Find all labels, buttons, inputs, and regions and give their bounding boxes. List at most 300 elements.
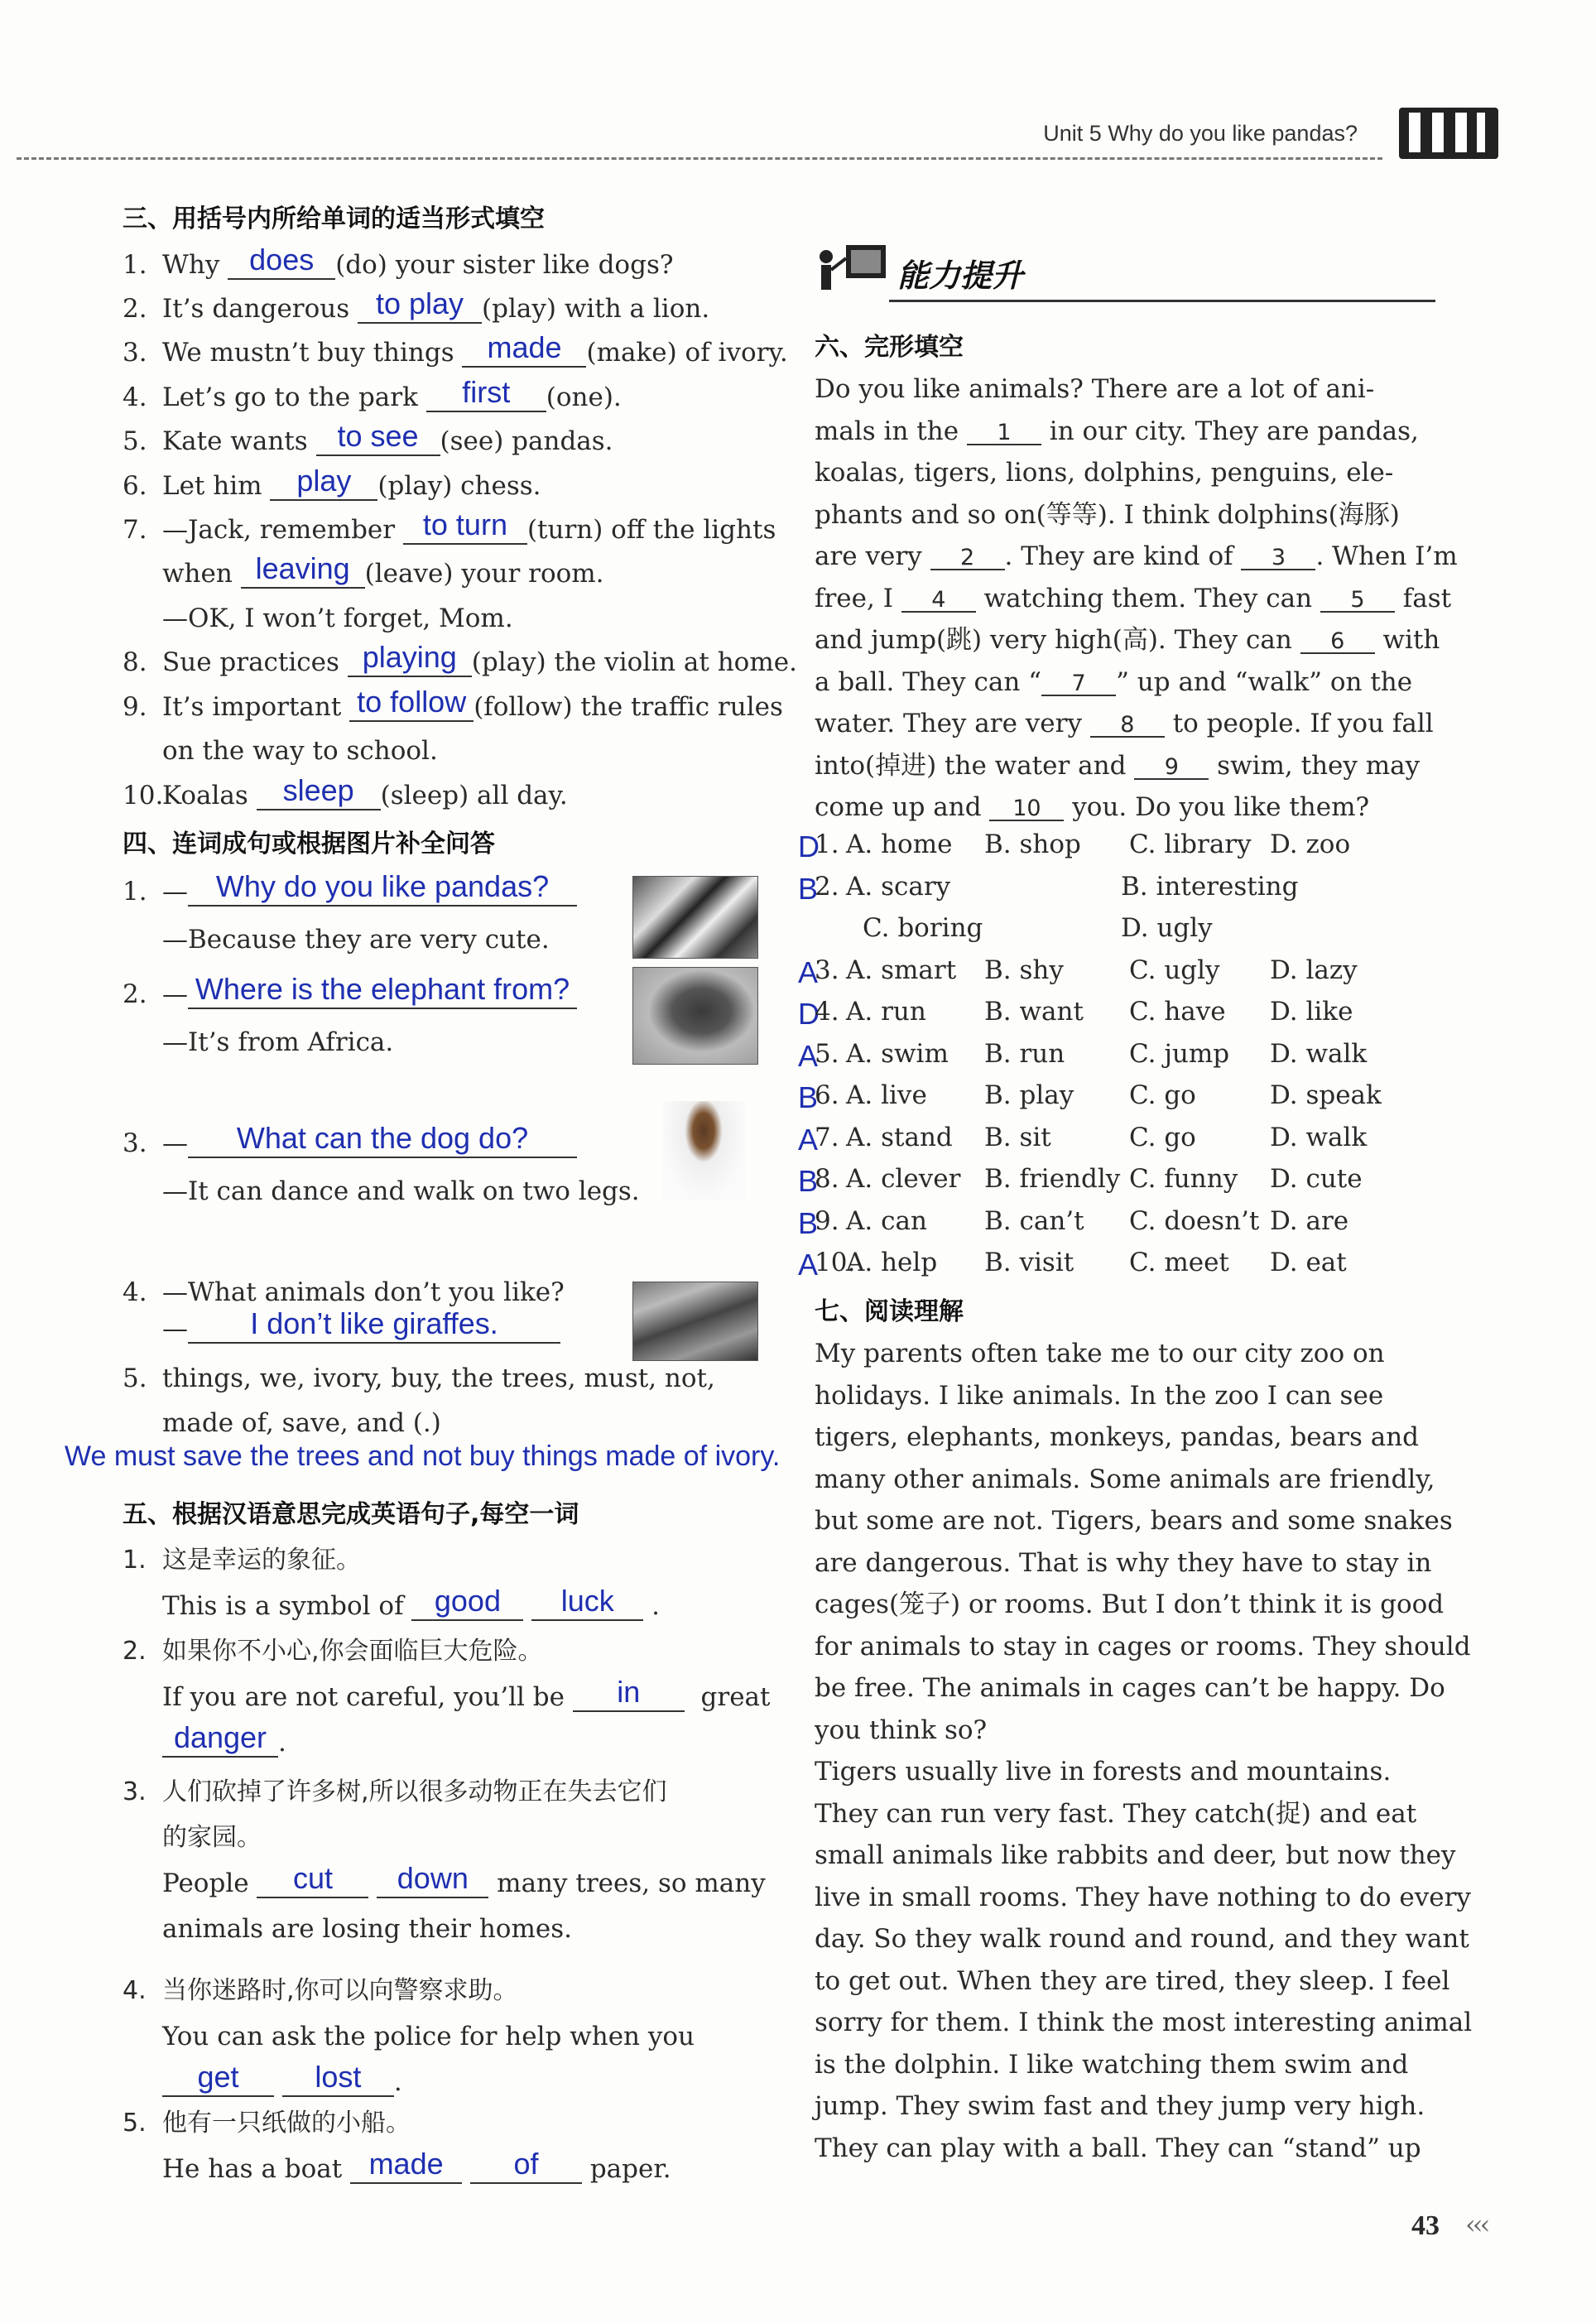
handwritten-answer: to follow — [357, 685, 467, 719]
choice-row — [798, 1205, 1452, 1242]
passage-line: jump. They swim fast and they jump very high. — [815, 2091, 1425, 2121]
page-number: 43 — [1411, 2210, 1440, 2241]
ability-banner — [815, 240, 1452, 306]
handwritten-answer: to see — [337, 419, 419, 453]
answer-key: B — [798, 871, 819, 906]
hint-text: (make) of ivory. — [586, 338, 788, 368]
answer-blank[interactable] — [257, 773, 381, 810]
item-number: 8. — [815, 1164, 839, 1194]
exercise-line — [123, 243, 674, 280]
item-number: 1. — [123, 250, 147, 280]
passage-line — [815, 792, 1370, 822]
hint-text: (play) with a lion. — [482, 294, 710, 324]
passage-text: fast — [1394, 583, 1452, 613]
prompt-text: —Jack, remember — [162, 515, 396, 545]
chinese-text: 他有一只纸做的小船。 — [162, 2109, 411, 2138]
passage-text: phants and so on(等等). I think dolphins(海豚) — [815, 499, 1400, 530]
passage-text: with — [1374, 625, 1440, 655]
passage-line: small animals like rabbits and deer, but now they — [815, 1840, 1456, 1870]
exercise-line — [162, 606, 513, 632]
choice-option[interactable]: C. boring — [863, 913, 983, 943]
passage-line — [815, 583, 1452, 613]
handwritten-answer: first — [462, 375, 511, 409]
reply-text: —It’s from Africa. — [162, 1027, 394, 1057]
exercise-line — [162, 551, 604, 589]
item-number: 3. — [123, 1128, 147, 1158]
passage-text: come up and — [815, 792, 990, 822]
item-number: 7. — [123, 515, 147, 545]
item-number: 10. — [815, 1248, 856, 1277]
hint-text: (turn) off the lights — [526, 515, 776, 545]
cloze-blank[interactable]: 4 — [901, 589, 976, 613]
answer-line — [162, 1306, 560, 1344]
exercise-line — [123, 375, 622, 412]
passage-line: be free. The animals in cages can’t be happy. Do — [815, 1673, 1445, 1703]
choice-option[interactable]: D. walk — [1270, 1122, 1368, 1152]
english-line — [162, 2147, 671, 2184]
handwritten-answer: to turn — [422, 507, 507, 541]
question-line — [123, 1277, 565, 1307]
handwritten-answer: does — [249, 243, 315, 277]
choice-option[interactable]: C. ugly — [1129, 955, 1220, 985]
question-line — [123, 1366, 715, 1392]
passage-line: day. So they walk round and round, and they want — [815, 1924, 1469, 1954]
answer-blank[interactable] — [316, 419, 440, 456]
passage-text: free, I — [815, 583, 901, 613]
passage-line — [815, 625, 1440, 655]
prompt-text: Koalas — [162, 781, 248, 810]
passage-line — [815, 416, 1419, 446]
item-number: 8. — [123, 647, 147, 677]
prompt-text: Why — [162, 250, 220, 280]
answer-blank[interactable] — [162, 1720, 278, 1758]
choice-option[interactable]: D. lazy — [1270, 955, 1358, 985]
reply-text: —It can dance and walk on two legs. — [162, 1176, 640, 1206]
passage-line: to get out. When they are tired, they sleep. I feel — [815, 1965, 1450, 1996]
answer-blank[interactable] — [426, 375, 546, 412]
dash: — — [162, 979, 188, 1009]
answer-blank[interactable] — [531, 1584, 643, 1621]
english-text: many trees, so many — [497, 1868, 766, 1898]
item-number: 1. — [123, 1546, 147, 1575]
answer-blank[interactable] — [377, 1861, 488, 1898]
handwritten-answer: good — [434, 1584, 501, 1618]
scrambled-words: made of, save, and (.) — [162, 1408, 441, 1438]
item-number: 2. — [123, 1637, 147, 1666]
passage-line: but some are not. Tigers, bears and some snakes — [815, 1506, 1453, 1536]
answer-key: A — [798, 1122, 819, 1157]
choice-row — [798, 1080, 1452, 1116]
reply-line — [162, 1027, 394, 1057]
answer-blank[interactable] — [282, 2060, 394, 2097]
passage-text: Do you like animals? There are a lot of ani- — [815, 374, 1375, 404]
hint-text: (play) the violin at home. — [471, 647, 797, 677]
question-line — [162, 1408, 441, 1438]
english-text: . — [278, 1728, 286, 1758]
choice-option[interactable]: A. live — [846, 1080, 927, 1110]
elephant-photo — [632, 967, 758, 1065]
english-text: paper. — [589, 2154, 671, 2184]
answer-blank[interactable] — [411, 1584, 523, 1621]
dog-photo — [662, 1101, 745, 1200]
question-text: —What animals don’t you like? — [162, 1277, 565, 1307]
prompt-text: Sue practices — [162, 647, 339, 677]
choice-option[interactable]: A. home — [846, 830, 953, 859]
chinese-prompt — [123, 1777, 667, 1806]
passage-line: They can play with a ball. They can “stand” up — [815, 2133, 1421, 2163]
choice-option[interactable]: A. clever — [846, 1164, 961, 1194]
chinese-prompt — [123, 1976, 518, 2005]
answer-blank[interactable] — [162, 2060, 274, 2097]
chinese-prompt — [123, 2111, 411, 2136]
prompt-text: Kate wants — [162, 426, 308, 456]
cloze-blank[interactable]: 8 — [1090, 714, 1165, 738]
reply-line — [162, 1176, 640, 1206]
hint-text: (follow) the traffic rules — [474, 692, 783, 722]
prompt-text: Let him — [162, 471, 262, 501]
item-number: 9. — [123, 692, 147, 722]
choice-option[interactable]: D. like — [1270, 997, 1353, 1027]
answer-blank[interactable] — [573, 1675, 685, 1712]
exercise-line — [123, 640, 797, 677]
choice-row — [798, 1122, 1452, 1158]
chinese-text: 的家园。 — [162, 1823, 262, 1852]
answer-key: D — [798, 997, 820, 1031]
passage-line: for animals to stay in cages or rooms. They should — [815, 1631, 1471, 1662]
exercise-line — [123, 464, 541, 501]
answer-key: A — [798, 1038, 819, 1073]
choice-row — [798, 832, 1452, 865]
exercise-line — [162, 738, 438, 764]
exercise-line — [123, 419, 613, 456]
passage-line — [815, 750, 1421, 781]
passage-line: Tigers usually live in forests and mountains. — [815, 1757, 1392, 1787]
handwritten-answer: playing — [362, 640, 457, 674]
english-text: great — [700, 1682, 771, 1712]
cloze-blank[interactable]: 10 — [989, 797, 1064, 821]
chinese-prompt — [162, 1825, 262, 1850]
item-number: 4. — [815, 997, 839, 1027]
choice-option[interactable]: C. go — [1129, 1122, 1196, 1152]
handwritten-answer: lost — [315, 2060, 362, 2094]
choice-option[interactable]: D. speak — [1270, 1080, 1382, 1110]
english-text: People — [162, 1868, 249, 1898]
question-line — [123, 869, 577, 907]
handwritten-answer: I don’t like giraffes. — [250, 1306, 498, 1340]
answer-blank[interactable] — [188, 1121, 577, 1158]
english-line — [162, 1675, 771, 1712]
reply-text: —Because they are very cute. — [162, 925, 550, 955]
passage-line: tigers, elephants, monkeys, pandas, bears and — [815, 1422, 1419, 1452]
hint-text: (see) pandas. — [440, 426, 613, 456]
chinese-prompt — [123, 1548, 361, 1573]
choice-row — [798, 999, 1452, 1032]
answer-blank[interactable] — [188, 1306, 560, 1344]
choice-option[interactable]: A. run — [846, 997, 926, 1027]
passage-line: is the dolphin. I like watching them swim and — [815, 2049, 1409, 2080]
chinese-text: 当你迷路时,你可以向警察求助。 — [162, 1976, 518, 2005]
passage-line: many other animals. Some animals are friendly, — [815, 1464, 1435, 1494]
choice-option[interactable]: D. zoo — [1270, 830, 1351, 859]
page-header — [0, 108, 1498, 166]
item-number: 1. — [123, 877, 147, 907]
item-number: 6. — [815, 1080, 839, 1110]
english-text: . — [651, 1591, 661, 1621]
choice-option[interactable]: C. library — [1129, 830, 1252, 859]
passage-line — [815, 711, 1434, 738]
answer-blank[interactable] — [228, 243, 335, 280]
prompt-text: We mustn’t buy things — [162, 338, 454, 368]
cloze-blank[interactable]: 3 — [1241, 546, 1315, 570]
answer-blank[interactable] — [270, 464, 377, 501]
handwritten-answer: Where is the elephant from? — [195, 972, 570, 1006]
english-text: He has a boat — [162, 2154, 343, 2184]
choice-row — [798, 1038, 1452, 1075]
answer-key: B — [798, 1205, 819, 1240]
section7-title: 七、阅读理解 — [815, 1297, 964, 1326]
section4-title: 四、连词成句或根据图片补全问答 — [123, 830, 495, 858]
english-text: . — [393, 2067, 402, 2097]
answer-blank[interactable] — [350, 2147, 462, 2184]
choice-option[interactable]: A. smart — [846, 955, 957, 985]
handwritten-answer: of — [513, 2147, 539, 2181]
handwritten-answer: play — [296, 464, 352, 498]
choice-option[interactable]: B. friendly — [984, 1164, 1121, 1194]
item-number: 4. — [123, 1976, 147, 2005]
english-text: This is a symbol of — [162, 1591, 404, 1621]
item-number: 2. — [815, 871, 839, 902]
answer-blank[interactable] — [470, 2147, 582, 2184]
answer-blank[interactable] — [349, 685, 474, 722]
choice-option[interactable]: D. are — [1270, 1205, 1349, 1236]
header-divider — [17, 157, 1382, 160]
dash: — — [162, 1314, 188, 1344]
passage-line: cages(笼子) or rooms. But I don’t think it is good — [815, 1590, 1445, 1619]
passage-line — [815, 541, 1458, 571]
choice-option[interactable]: C. meet — [1129, 1248, 1229, 1277]
english-line — [162, 2060, 402, 2097]
item-number: 3. — [815, 955, 839, 985]
handwritten-answer: made — [487, 330, 562, 364]
exercise-line — [123, 286, 710, 324]
exercise-line — [123, 330, 788, 368]
answer-blank[interactable] — [188, 869, 577, 907]
passage-text: to people. If you fall — [1164, 709, 1434, 738]
question-line — [123, 972, 577, 1009]
passage-line — [815, 499, 1400, 530]
passage-line — [815, 374, 1375, 404]
passage-line: are dangerous. That is why they have to stay in — [815, 1547, 1432, 1578]
handwritten-answer: leaving — [255, 551, 350, 585]
prompt-text: Let’s go to the park — [162, 382, 418, 412]
page-arrows-icon: ‹‹‹ — [1465, 2209, 1488, 2240]
choice-option[interactable]: A. scary — [846, 871, 951, 902]
item-number: 3. — [123, 338, 147, 368]
item-number: 6. — [123, 471, 147, 501]
choice-option[interactable]: B. shy — [984, 955, 1064, 985]
chinese-text: 如果你不小心,你会面临巨大危险。 — [162, 1637, 543, 1666]
passage-text: ” up and “walk” on the — [1116, 666, 1413, 697]
passage-text: koalas, tigers, lions, dolphins, penguins, ele- — [815, 458, 1394, 488]
english-text: animals are losing their homes. — [162, 1914, 572, 1944]
hint-text: (do) your sister like dogs? — [335, 250, 674, 280]
reply-line — [162, 927, 550, 953]
answer-blank[interactable] — [257, 1861, 368, 1898]
answer-blank[interactable] — [348, 640, 472, 677]
answer-key: A — [798, 955, 819, 989]
choice-row — [798, 1166, 1452, 1200]
choice-option[interactable]: D. walk — [1270, 1038, 1368, 1069]
passage-line: sorry for them. I think the most interesting animal — [815, 2008, 1473, 2037]
choice-option[interactable]: B. can’t — [984, 1205, 1084, 1236]
dash: — — [162, 1128, 188, 1158]
ability-banner-title: 能力提升 — [897, 257, 1024, 294]
exercise-line — [123, 685, 783, 722]
passage-text: and jump(跳) very high(高). They can — [815, 625, 1300, 655]
handwritten-answer: cut — [292, 1861, 333, 1895]
chinese-text: 这是幸运的象征。 — [162, 1546, 361, 1575]
hint-text: (leave) your room. — [364, 559, 604, 589]
handwritten-answer: luck — [560, 1584, 614, 1618]
item-number: 5. — [123, 2109, 147, 2138]
hint-text: (sleep) all day. — [380, 781, 568, 810]
passage-text: you. Do you like them? — [1064, 792, 1370, 822]
english-text: You can ask the police for help when you — [162, 2022, 695, 2051]
choice-option[interactable]: A. swim — [846, 1038, 949, 1069]
answer-key: B — [798, 1080, 819, 1114]
prompt-text: —OK, I won’t forget, Mom. — [162, 604, 513, 633]
answer-key: A — [798, 1248, 819, 1282]
choice-option[interactable]: D. eat — [1270, 1248, 1347, 1277]
passage-line: live in small rooms. They have nothing to do every — [815, 1882, 1471, 1912]
answer-key: B — [798, 1164, 819, 1198]
handwritten-answer: danger — [173, 1720, 267, 1754]
prompt-text: It’s important — [162, 692, 342, 722]
handwritten-answer: We must save the trees and not buy things made of ivory. — [65, 1440, 781, 1472]
giraffes-photo — [632, 1282, 758, 1361]
english-line — [162, 2024, 703, 2050]
choice-option[interactable]: C. jump — [1129, 1038, 1230, 1069]
answer-blank[interactable] — [241, 551, 365, 589]
answer-blank[interactable] — [188, 972, 577, 1009]
choice-option[interactable]: B. want — [984, 997, 1084, 1027]
scrambled-words: things, we, ivory, buy, the trees, must, not, — [162, 1364, 715, 1393]
choice-option[interactable]: C. doesn’t — [1129, 1205, 1260, 1236]
passage-line: you think so? — [815, 1715, 988, 1745]
prompt-text: when — [162, 559, 233, 589]
cloze-blank[interactable]: 9 — [1134, 756, 1209, 780]
choice-option[interactable]: A. stand — [846, 1122, 953, 1152]
passage-text: mals in the — [815, 416, 967, 446]
cloze-blank[interactable]: 6 — [1300, 630, 1375, 654]
choice-option[interactable]: B. interesting — [1121, 871, 1299, 902]
hint-text: (play) chess. — [377, 471, 541, 501]
unit-title: Unit 5 Why do you like pandas? — [1043, 121, 1358, 146]
choice-option[interactable]: B. shop — [984, 830, 1081, 859]
chinese-prompt — [123, 1639, 543, 1664]
item-number: 5. — [815, 1038, 839, 1069]
cloze-blank[interactable]: 2 — [930, 546, 1005, 570]
cloze-blank[interactable]: 1 — [967, 421, 1041, 445]
passage-line — [815, 666, 1413, 697]
choice-option[interactable]: A. can — [846, 1205, 927, 1236]
dash: — — [162, 877, 188, 907]
chinese-text: 人们砍掉了许多树,所以很多动物正在失去它们 — [162, 1777, 667, 1806]
handwritten-answer: made — [368, 2147, 444, 2181]
cloze-blank[interactable]: 5 — [1320, 589, 1395, 613]
passage-text: . When I’m — [1315, 541, 1458, 571]
choice-option[interactable]: B. visit — [984, 1248, 1074, 1277]
passage-line: holidays. I like animals. In the zoo I can see — [815, 1380, 1384, 1411]
choice-option[interactable]: C. go — [1129, 1080, 1196, 1110]
answer-blank[interactable] — [462, 330, 586, 368]
handwritten-answer: get — [197, 2060, 239, 2094]
passage-text: water. They are very — [815, 709, 1090, 738]
choice-option[interactable]: C. have — [1129, 997, 1226, 1027]
choice-option[interactable]: B. run — [984, 1038, 1065, 1069]
choice-option[interactable]: A. help — [846, 1248, 938, 1277]
answer-blank[interactable] — [358, 286, 482, 324]
choice-row — [798, 955, 1452, 991]
question-line — [123, 1121, 577, 1158]
choice-option[interactable]: B. sit — [984, 1122, 1051, 1152]
english-text: If you are not careful, you’ll be — [162, 1682, 565, 1712]
choice-row — [798, 913, 1452, 949]
cloze-blank[interactable]: 7 — [1041, 672, 1116, 696]
passage-text: watching them. They can — [975, 583, 1320, 613]
choice-option[interactable]: D. cute — [1270, 1164, 1363, 1194]
banner-divider — [889, 300, 1435, 302]
passage-text: . They are kind of — [1004, 541, 1242, 571]
exercise-line — [123, 507, 776, 545]
handwritten-answer: sleep — [282, 773, 354, 807]
section3-title: 三、用括号内所给单词的适当形式填空 — [123, 204, 545, 233]
passage-line: My parents often take me to our city zoo on — [815, 1339, 1385, 1368]
item-number: 4. — [123, 1277, 147, 1307]
passage-line: They can run very fast. They catch(捉) and eat — [815, 1798, 1417, 1829]
item-number: 5. — [123, 426, 147, 456]
handwritten-answer: Why do you like pandas? — [215, 869, 550, 903]
handwritten-answer: to play — [375, 286, 464, 320]
handwritten-answer: in — [617, 1675, 641, 1709]
passage-text: in our city. They are pandas, — [1041, 416, 1419, 446]
english-line — [162, 1914, 572, 1944]
choice-option[interactable]: B. play — [984, 1080, 1074, 1110]
passage-text: into(掉进) the water and — [815, 750, 1135, 781]
answer-blank[interactable] — [403, 507, 527, 545]
pandas-photo — [632, 876, 758, 959]
item-number: 7. — [815, 1122, 839, 1152]
passage-text: are very — [815, 541, 930, 571]
english-line — [162, 1861, 766, 1898]
item-number: 2. — [123, 294, 147, 324]
answer-key: D — [798, 830, 820, 863]
item-number: 5. — [123, 1364, 147, 1393]
choice-option[interactable]: C. funny — [1129, 1164, 1238, 1194]
item-number: 4. — [123, 382, 147, 412]
item-number: 3. — [123, 1777, 147, 1806]
prompt-text: It’s dangerous — [162, 294, 350, 324]
item-number: 2. — [123, 979, 147, 1009]
handwritten-answer: down — [397, 1861, 469, 1895]
passage-line — [815, 460, 1393, 486]
passage-text: swim, they may — [1209, 750, 1421, 781]
choice-row — [798, 871, 1452, 907]
exercise-line — [123, 773, 568, 810]
handwritten-answer: What can the dog do? — [236, 1121, 529, 1155]
choice-option[interactable]: D. ugly — [1121, 913, 1213, 943]
prompt-text: on the way to school. — [162, 736, 438, 766]
